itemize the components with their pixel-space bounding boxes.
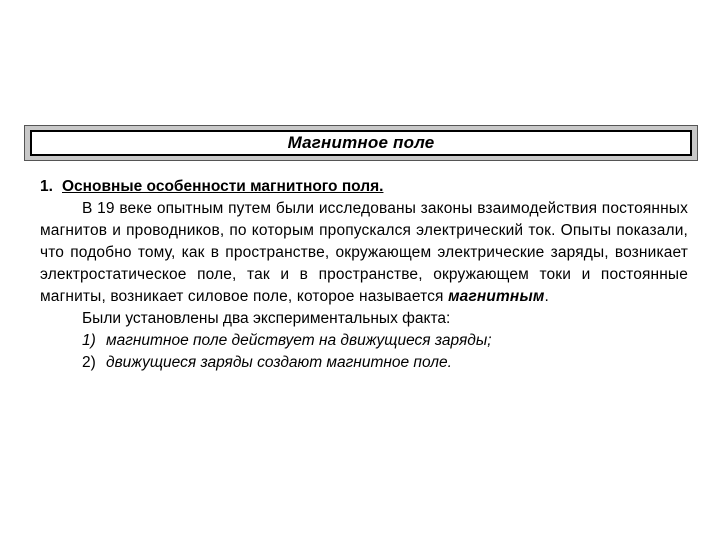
fact-item-2	[40, 352, 688, 374]
fact-item-1	[40, 330, 688, 352]
facts-intro: Были установлены два экспериментальных факта:	[82, 310, 451, 327]
section-heading	[40, 176, 688, 198]
section-number: 1.	[40, 178, 53, 195]
body-paragraph	[40, 198, 688, 308]
fact-marker: 2)	[82, 354, 96, 371]
emphasized-term: магнитным	[448, 288, 545, 305]
fact-text: движущиеся заряды создают магнитное поле.	[106, 354, 452, 371]
title-frame	[30, 130, 692, 156]
fact-text: магнитное поле действует на движущиеся заряды;	[106, 332, 492, 349]
page-title: Магнитное поле	[287, 133, 435, 152]
title-banner	[24, 125, 698, 161]
document-body	[40, 176, 688, 374]
fact-marker: 1)	[82, 332, 96, 349]
paragraph-text: В 19 веке опытным путем были исследованы законы взаимодействия постоянных магнитов и проводников, по которым пропускался электрический ток. Опыты показали, что подобно тому, как в пространстве, окружающем электрические заряды, возникает электростатическое поле, так и в пространстве, окружающем токи и постоянные магниты, возникает силовое поле, которое называется	[40, 200, 688, 305]
paragraph-end: .	[544, 288, 549, 305]
section-heading-text: Основные особенности магнитного поля.	[62, 178, 384, 195]
